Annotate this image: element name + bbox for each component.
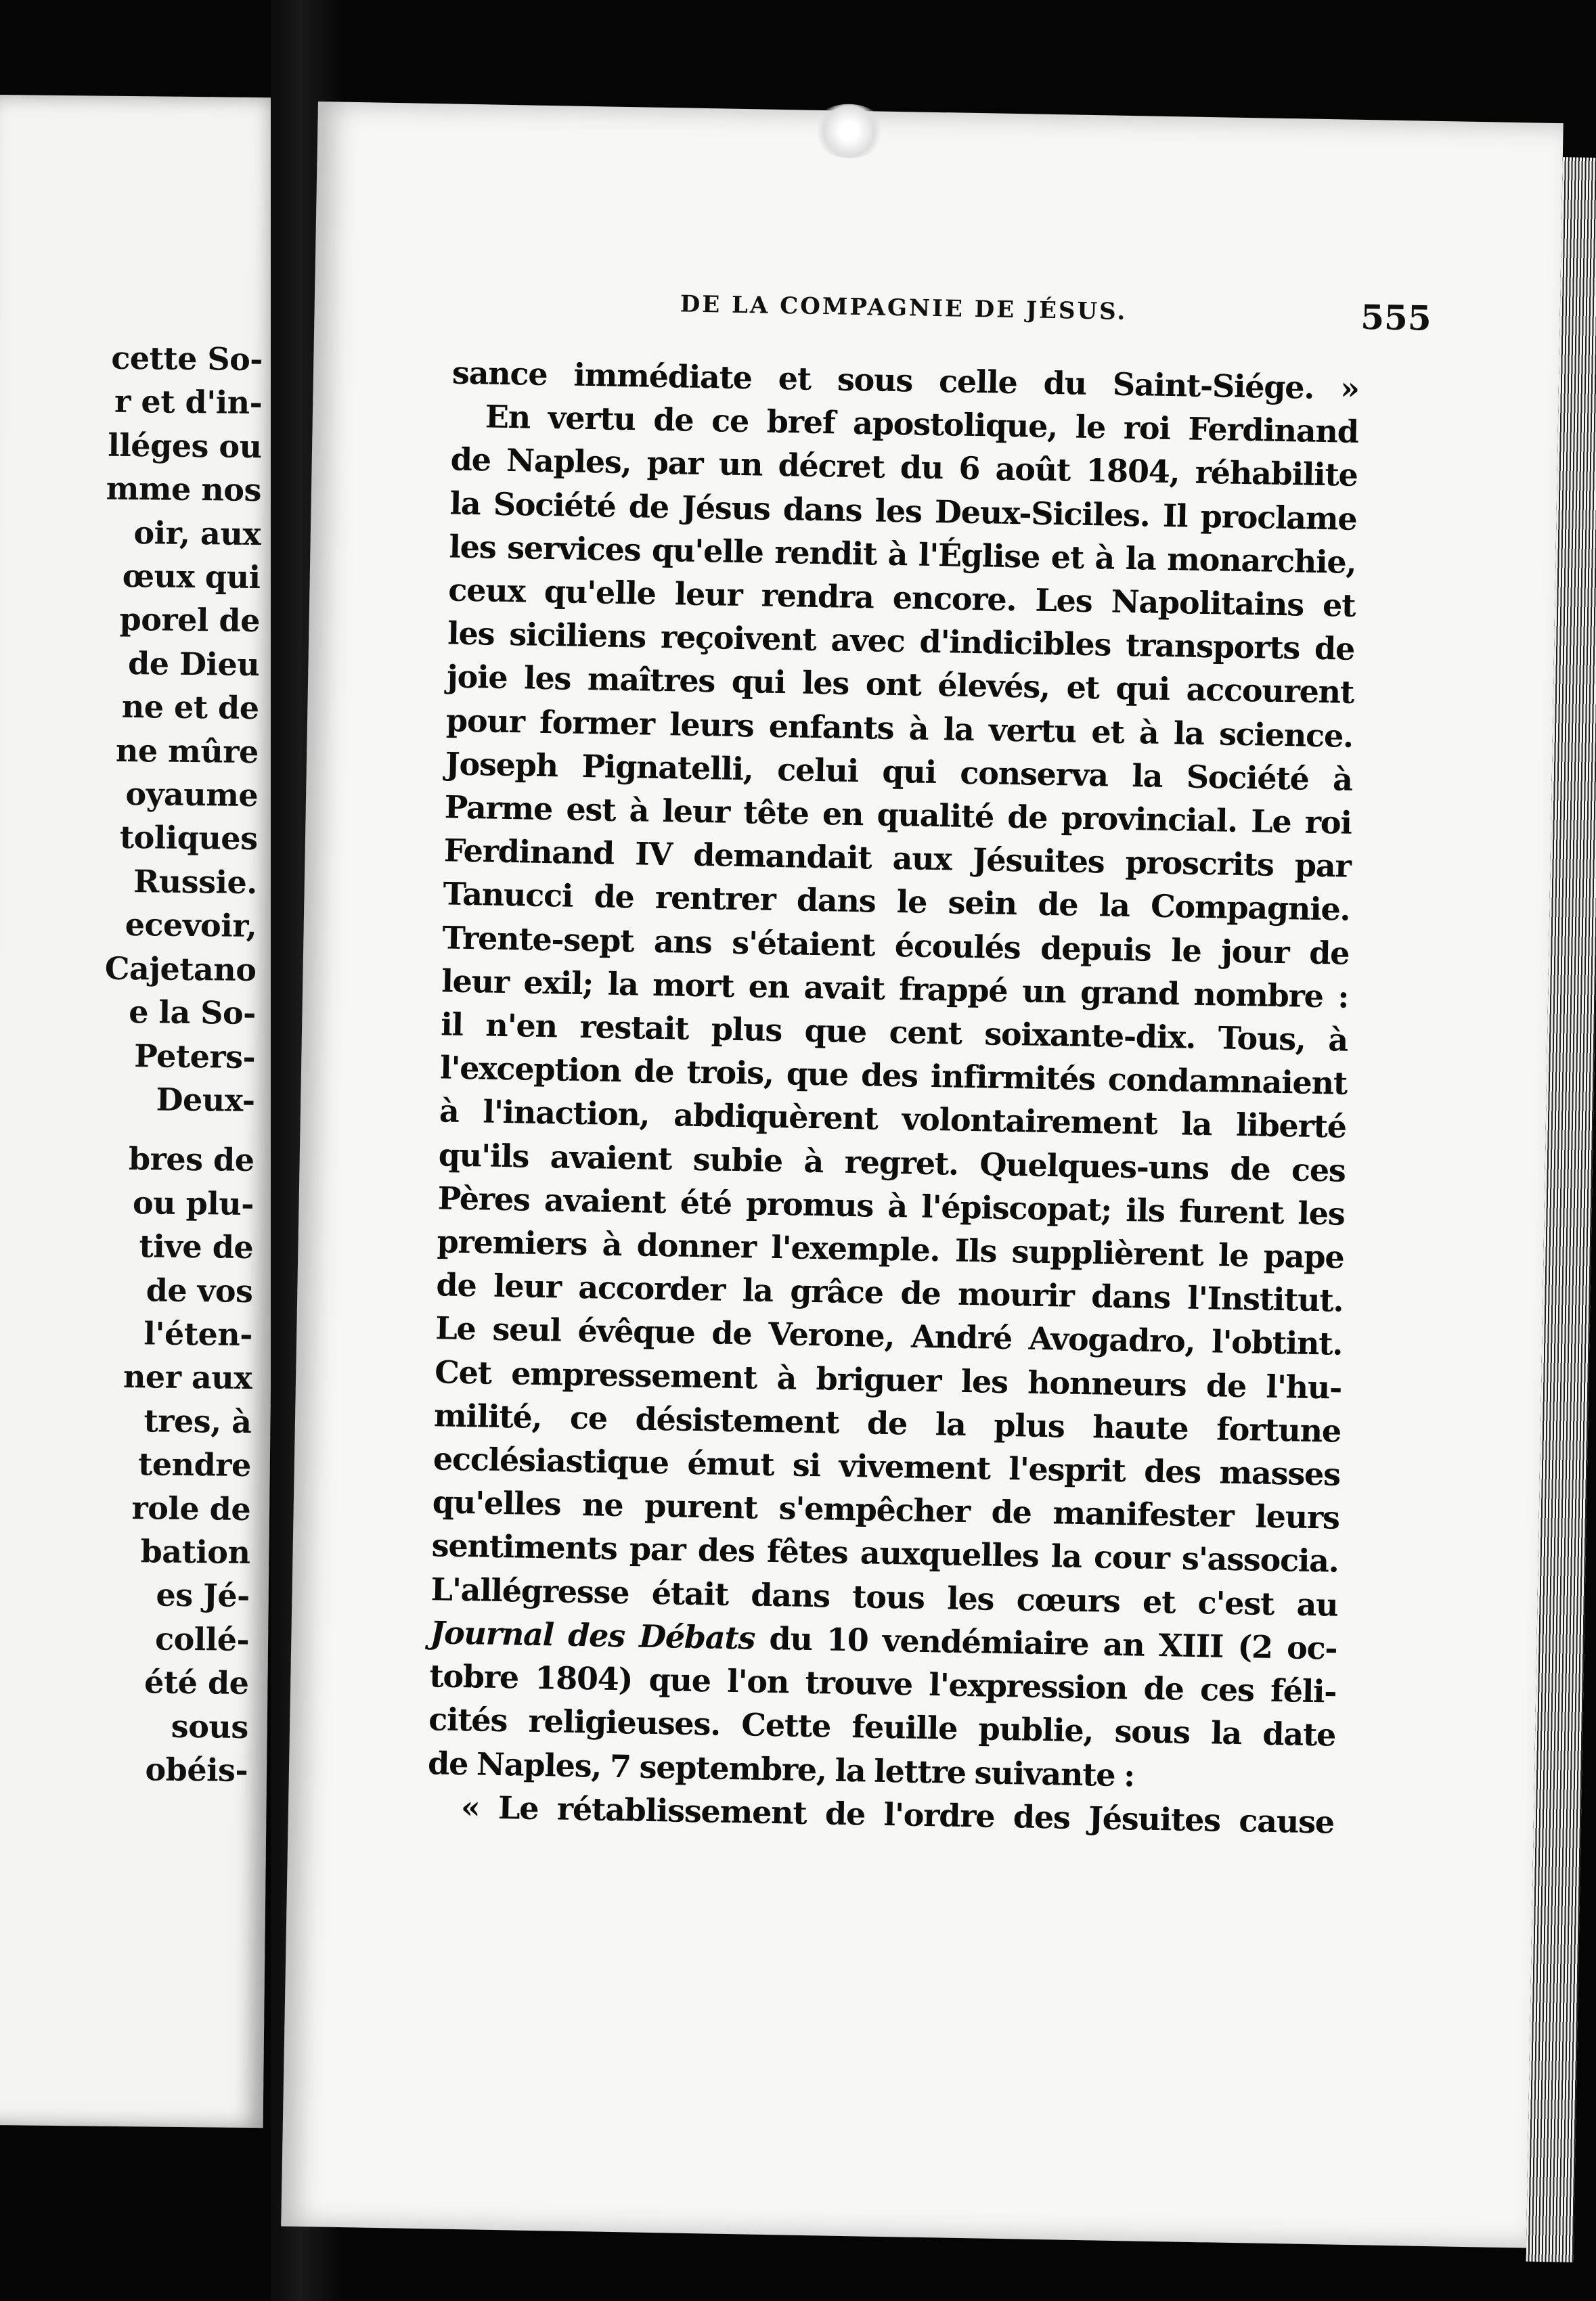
running-head: [314, 284, 1560, 347]
text-line-continuation: du 10 vendémiaire an XIII (2 oc-: [769, 1619, 1337, 1667]
text-line: joie les maîtres qui les ont élevés, et qui accourent: [446, 658, 1354, 711]
text-line: à l'inaction, abdiquèrent volontairement la liberté: [439, 1092, 1347, 1146]
page-number: 555: [1360, 296, 1432, 338]
text-line: Tanucci de rentrer dans le sein de la Compagnie.: [443, 875, 1350, 929]
text-line: oir, aux: [133, 514, 261, 552]
text-line: de vos: [146, 1271, 253, 1310]
text-line: Russie.: [133, 863, 258, 901]
text-line: ou plu-: [132, 1184, 254, 1222]
text-line: ner aux: [123, 1358, 252, 1397]
text-line: oyaume: [125, 776, 259, 814]
text-line: l'exception de trois, que des infirmités condamnaient: [439, 1049, 1348, 1102]
text-line: Pères avaient été promus à l'épiscopat; ils furent les: [437, 1180, 1346, 1232]
page-edges: [1526, 157, 1596, 2262]
text-line: les services qu'elle rendit à l'Église et à la monarchie,: [449, 528, 1356, 581]
text-line: leur exil; la mort en avait frappé un grand nombre :: [441, 962, 1349, 1015]
text-line: ceux qu'elle leur rendra encore. Les Napolitains et: [447, 571, 1356, 624]
text-line: il n'en restait plus que cent soixante-dix. Tous, à: [440, 1006, 1348, 1058]
text-line: porel de: [119, 601, 261, 640]
text-line: toliques: [119, 819, 258, 857]
text-line: ecevoir,: [125, 906, 257, 945]
paper-stain: [812, 104, 887, 159]
text-line: l'éten-: [143, 1315, 253, 1353]
text-line: de Dieu: [127, 644, 260, 683]
text-line: En vertu de ce bref apostolique, le roi Ferdinand: [485, 398, 1359, 451]
text-line: es Jé-: [156, 1576, 250, 1615]
text-line: collé-: [154, 1620, 250, 1658]
text-line: cités religieuses. Cette feuille publie, sous la date: [428, 1701, 1336, 1753]
text-line: Joseph Pignatelli, celui qui conserva la Société à: [445, 745, 1353, 798]
text-line: Parme est à leur tête en qualité de provincial. Le roi: [444, 788, 1352, 841]
text-line: bation: [140, 1533, 250, 1571]
journal-title: Journal des Débats: [430, 1614, 755, 1657]
text-line: role de: [131, 1489, 251, 1527]
text-line: Le seul évêque de Verone, André Avogadro, l'obtint.: [435, 1310, 1343, 1363]
text-line: pour former leurs enfants à la vertu et à la science.: [445, 702, 1354, 755]
text-line: qu'ils avaient subie à regret. Quelques-uns de ces: [438, 1136, 1346, 1189]
text-line: Deux-: [156, 1081, 255, 1119]
text-line: qu'elles ne purent s'empêcher de manifester leurs: [432, 1483, 1340, 1536]
text-line: ne et de: [121, 688, 259, 727]
text-line: été de: [143, 1663, 249, 1702]
text-line: premiers à donner l'exemple. Ils supplièrent le pape: [437, 1223, 1344, 1276]
text-line: sance immédiate et sous celle du Saint-Siége. »: [451, 354, 1360, 407]
text-line: de Naples, 7 septembre, la lettre suivante :: [427, 1744, 1135, 1793]
text-line: de leur accorder la grâce de mourir dans l'Institut.: [436, 1266, 1344, 1319]
text-line: de Naples, par un décret du 6 août 1804, réhabilite: [450, 441, 1358, 494]
text-line: sous: [171, 1707, 249, 1745]
running-head-title: DE LA COMPAGNIE DE JÉSUS.: [680, 290, 1128, 326]
text-line: tobre 1804) que l'on trouve l'expression de ces féli-: [428, 1657, 1337, 1710]
page: [281, 102, 1564, 2248]
text-line: tendre: [137, 1446, 252, 1484]
text-line: sentiments par des fêtes auxquelles la cour s'associa.: [431, 1527, 1339, 1580]
text-line: obéis-: [145, 1751, 248, 1789]
text-line: bres de: [128, 1140, 254, 1179]
text-line: « Le rétablissement de l'ordre des Jésuites cause: [460, 1788, 1335, 1841]
text-line: les siciliens reçoivent avec d'indicibles transports de: [447, 615, 1355, 668]
text-line: cette So-: [111, 339, 263, 378]
text-line: Ferdinand IV demandait aux Jésuites proscrits par: [443, 832, 1351, 885]
text-line: milité, ce désistement de la plus haute fortune: [433, 1397, 1342, 1450]
text-line: Peters-: [133, 1037, 256, 1075]
text-line: e la So-: [128, 993, 257, 1032]
previous-page-text: [93, 336, 263, 1793]
text-line: L'allégresse était dans tous les cœurs et c'est au: [430, 1570, 1338, 1624]
text-line: Trente-sept ans s'étaient écoulés depuis le jour de: [442, 919, 1350, 972]
text-line: Cet empressement à briguer les honneurs de l'hu-: [434, 1353, 1342, 1406]
text-line: œux qui: [122, 557, 261, 596]
previous-page-fragment: [0, 95, 284, 2128]
text-line: lléges ou: [108, 426, 262, 465]
body-text: [427, 351, 1360, 1844]
text-line: Cajetano: [104, 950, 257, 988]
text-line: tive de: [139, 1228, 254, 1266]
text-line: r et d'in-: [114, 383, 263, 422]
text-line-gap: [99, 1121, 254, 1138]
text-line: mme nos: [106, 470, 262, 509]
text-line: ne mûre: [115, 732, 259, 770]
text-line: la Société de Jésus dans les Deux-Siciles. Il proclame: [449, 485, 1357, 537]
text-line: ecclésiastique émut si vivement l'esprit des masses: [433, 1440, 1341, 1493]
text-line: tres, à: [143, 1402, 252, 1440]
